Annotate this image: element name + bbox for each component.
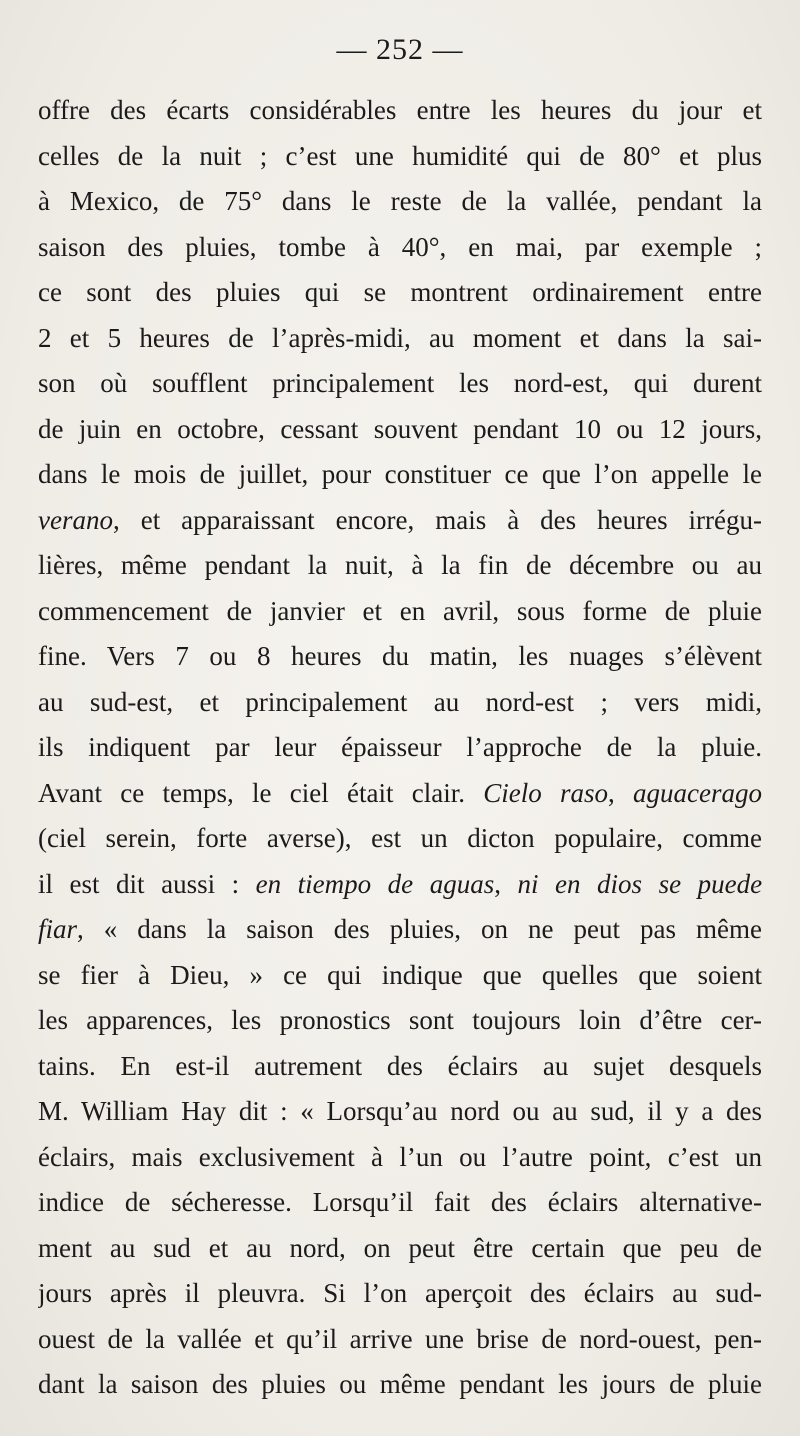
italic-term: ni en dios se puede: [517, 868, 762, 899]
line-text: au sud-est, et principalement au nord-est ; vers midi,: [38, 686, 762, 717]
italic-term: verano: [38, 504, 113, 535]
line-text: celles de la nuit ; c’est une humidité qui de 80° et plus: [38, 140, 762, 171]
line-text: indice de sécheresse. Lorsqu’il fait des éclairs alternative-: [38, 1187, 762, 1217]
text-line: [38, 225, 762, 271]
line-text: Avant ce temps, le ciel était clair.: [38, 777, 484, 808]
text-line: [38, 634, 762, 680]
line-text: de juin en octobre, cessant souvent pendant 10 ou 12 jours,: [38, 413, 762, 444]
text-line: [38, 725, 762, 771]
text-line: [38, 953, 762, 999]
line-text: , et apparaissant encore, mais à des heures irrégu-: [112, 504, 762, 535]
line-text: éclairs, mais exclusivement à l’un ou l’autre point, c’est un: [38, 1141, 762, 1172]
line-text: ce sont des pluies qui se montrent ordinairement entre: [38, 277, 762, 307]
line-text: lières, même pendant la nuit, à la fin de décembre ou au: [38, 550, 762, 580]
text-line: [38, 1226, 762, 1272]
text-line: [38, 452, 762, 498]
text-line: [38, 134, 762, 180]
italic-term: Cielo raso: [483, 777, 609, 808]
line-text: ,: [494, 868, 518, 899]
text-line: [38, 361, 762, 407]
line-text: ,: [608, 777, 634, 808]
text-line: [38, 498, 762, 544]
text-line: [38, 907, 762, 953]
text-line: [38, 771, 762, 817]
line-text: se fier à Dieu, » ce qui indique que quelles que soient: [38, 959, 762, 990]
line-text: , « dans la saison des pluies, on ne peut pas même: [77, 914, 762, 944]
text-line: [38, 1271, 762, 1317]
line-text: offre des écarts considérables entre les heures du jour et: [38, 95, 762, 125]
text-line: [38, 270, 762, 316]
body-text: [38, 88, 762, 1408]
line-text: ouest de la vallée et qu’il arrive une brise de nord-ouest, pen-: [38, 1323, 762, 1354]
line-text: (ciel serein, forte averse), est un dicton populaire, comme: [38, 823, 762, 853]
text-line: [38, 862, 762, 908]
text-line: [38, 179, 762, 225]
line-text: ils indiquent par leur épaisseur l’approche de la pluie.: [38, 732, 762, 762]
line-text: jours après il pleuvra. Si l’on aperçoit des éclairs au sud-: [38, 1278, 762, 1308]
line-text: son où soufflent principalement les nord-est, qui durent: [38, 368, 762, 398]
line-text: fine. Vers 7 ou 8 heures du matin, les nuages s’élèvent: [38, 641, 762, 671]
text-line: [38, 1135, 762, 1181]
page-number: — 252 —: [336, 33, 464, 66]
text-line: [38, 1317, 762, 1363]
line-text: 2 et 5 heures de l’après-midi, au moment et dans la sai-: [38, 322, 762, 353]
line-text: il est dit aussi :: [38, 868, 256, 899]
text-line: [38, 316, 762, 362]
text-line: [38, 589, 762, 635]
italic-term: aguacerago: [633, 777, 762, 808]
line-text: dans le mois de juillet, pour constituer ce que l’on appelle le: [38, 459, 762, 489]
line-text: ment au sud et au nord, on peut être certain que peu de: [38, 1232, 762, 1263]
line-text: dant la saison des pluies ou même pendant les jours de pluie: [38, 1369, 762, 1399]
line-text: les apparences, les pronostics sont toujours loin d’être cer-: [38, 1005, 762, 1035]
line-text: tains. En est-il autrement des éclairs au sujet desquels: [38, 1050, 762, 1081]
line-text: à Mexico, de 75° dans le reste de la vallée, pendant la: [38, 186, 762, 216]
italic-term: en tiempo de aguas: [255, 868, 495, 899]
text-line: [38, 680, 762, 726]
line-text: commencement de janvier et en avril, sous forme de pluie: [38, 595, 762, 626]
text-line: [38, 88, 762, 134]
line-text: M. William Hay dit : « Lorsqu’au nord ou au sud, il y a des: [38, 1096, 762, 1126]
text-line: [38, 1089, 762, 1135]
line-text: saison des pluies, tombe à 40°, en mai, par exemple ;: [38, 231, 762, 262]
italic-term: fiar: [38, 914, 78, 944]
text-line: [38, 816, 762, 862]
text-line: [38, 407, 762, 453]
text-line: [38, 543, 762, 589]
text-line: [38, 998, 762, 1044]
text-line: [38, 1180, 762, 1226]
text-line: [38, 1044, 762, 1090]
text-line: [38, 1362, 762, 1408]
